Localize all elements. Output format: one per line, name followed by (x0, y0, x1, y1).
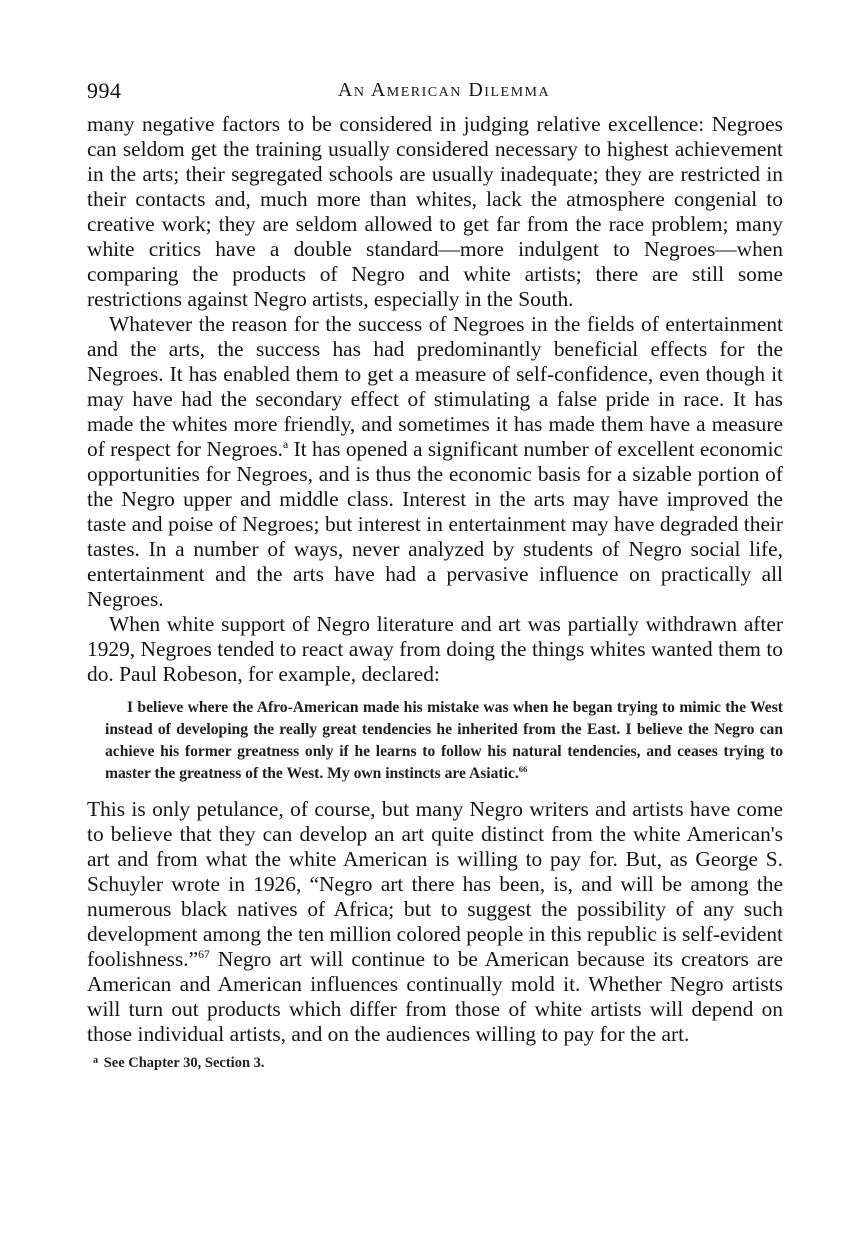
endnote-reference: 67 (198, 947, 210, 961)
endnote-reference: 66 (518, 764, 528, 774)
page-number: 994 (87, 78, 122, 103)
paragraph-text: Whatever the reason for the success of Negroes in the fields of entertainment and the arts, the success has had predominantly beneficial effects for the Negroes. It has enabled them to get a measure of self-confidence, even though it may have had the secondary effect of stimulating a false pride in race. It has made the whites more friendly, and sometimes it has made them have a measure of respect for Negroes. (87, 312, 783, 461)
paragraph-white-support: When white support of Negro literature and art was partially withdrawn after 1929, Negroes tended to react away from doing the things whites wanted them to do. Paul Robeson, for example, declared: (87, 612, 783, 686)
book-title: An American Dilemma (337, 79, 551, 101)
robeson-quote (105, 697, 783, 785)
running-head (87, 78, 783, 112)
footnote-reference: a (283, 437, 289, 451)
footnote (93, 1055, 783, 1072)
paragraph-text: It has opened a significant number of excellent economic opportunities for Negroes, and is thus the economic basis for a sizable portion of the Negro upper and middle class. Interest in the arts may have improved the taste and poise of Negroes; but interest in entertainment may have degraded their tastes. In a number of ways, never analyzed by students of Negro social life, entertainment and the arts have had a pervasive influence on practically all Negroes. (87, 437, 784, 611)
paragraph-entertainment-effects (87, 312, 783, 612)
footnote-marker: a (93, 1055, 99, 1066)
footnote-text: See Chapter 30, Section 3. (103, 1055, 265, 1072)
quote-text: I believe where the Afro-American made his mistake was when he began trying to mimic the West instead of developing the really great tendencies he inherited from the East. I believe the Negro can achieve his former greatness only if he learns to follow his natural tendencies, and ceases trying to master the greatness of the West. My own instincts are Asiatic. (105, 699, 783, 782)
paragraph-text: This is only petulance, of course, but many Negro writers and artists have come to believe that they can develop an art quite distinct from the white American's art and from what the white American is willing to pay for. But, as George S. Schuyler wrote in 1926, “Negro art there has been, is, and will be among the numerous black natives of Africa; but to suggest the possibility of any such development among the ten million colored people in this republic is self-evident foolishness.” (87, 797, 783, 971)
book-page (87, 78, 783, 1072)
paragraph-text: Negro art will continue to be American because its creators are American and American influences continually mold it. Whether Negro artists will turn out products which differ from those of white artists will depend on those individual artists, and on the audiences willing to pay for the art. (87, 947, 783, 1046)
paragraph-petulance (87, 797, 783, 1047)
paragraph-continued: many negative factors to be considered in judging relative excellence: Negroes can seldom get the training usually considered necessary to highest achievement in the arts; their segregated schools are usually inadequate; they are restricted in their contacts and, much more than whites, lack the atmosphere congenial to creative work; they are seldom allowed to get far from the race problem; many white critics have a double standard—more indulgent to Negroes—when comparing the products of Negro and white artists; there are still some restrictions against Negro artists, especially in the South. (87, 112, 783, 311)
